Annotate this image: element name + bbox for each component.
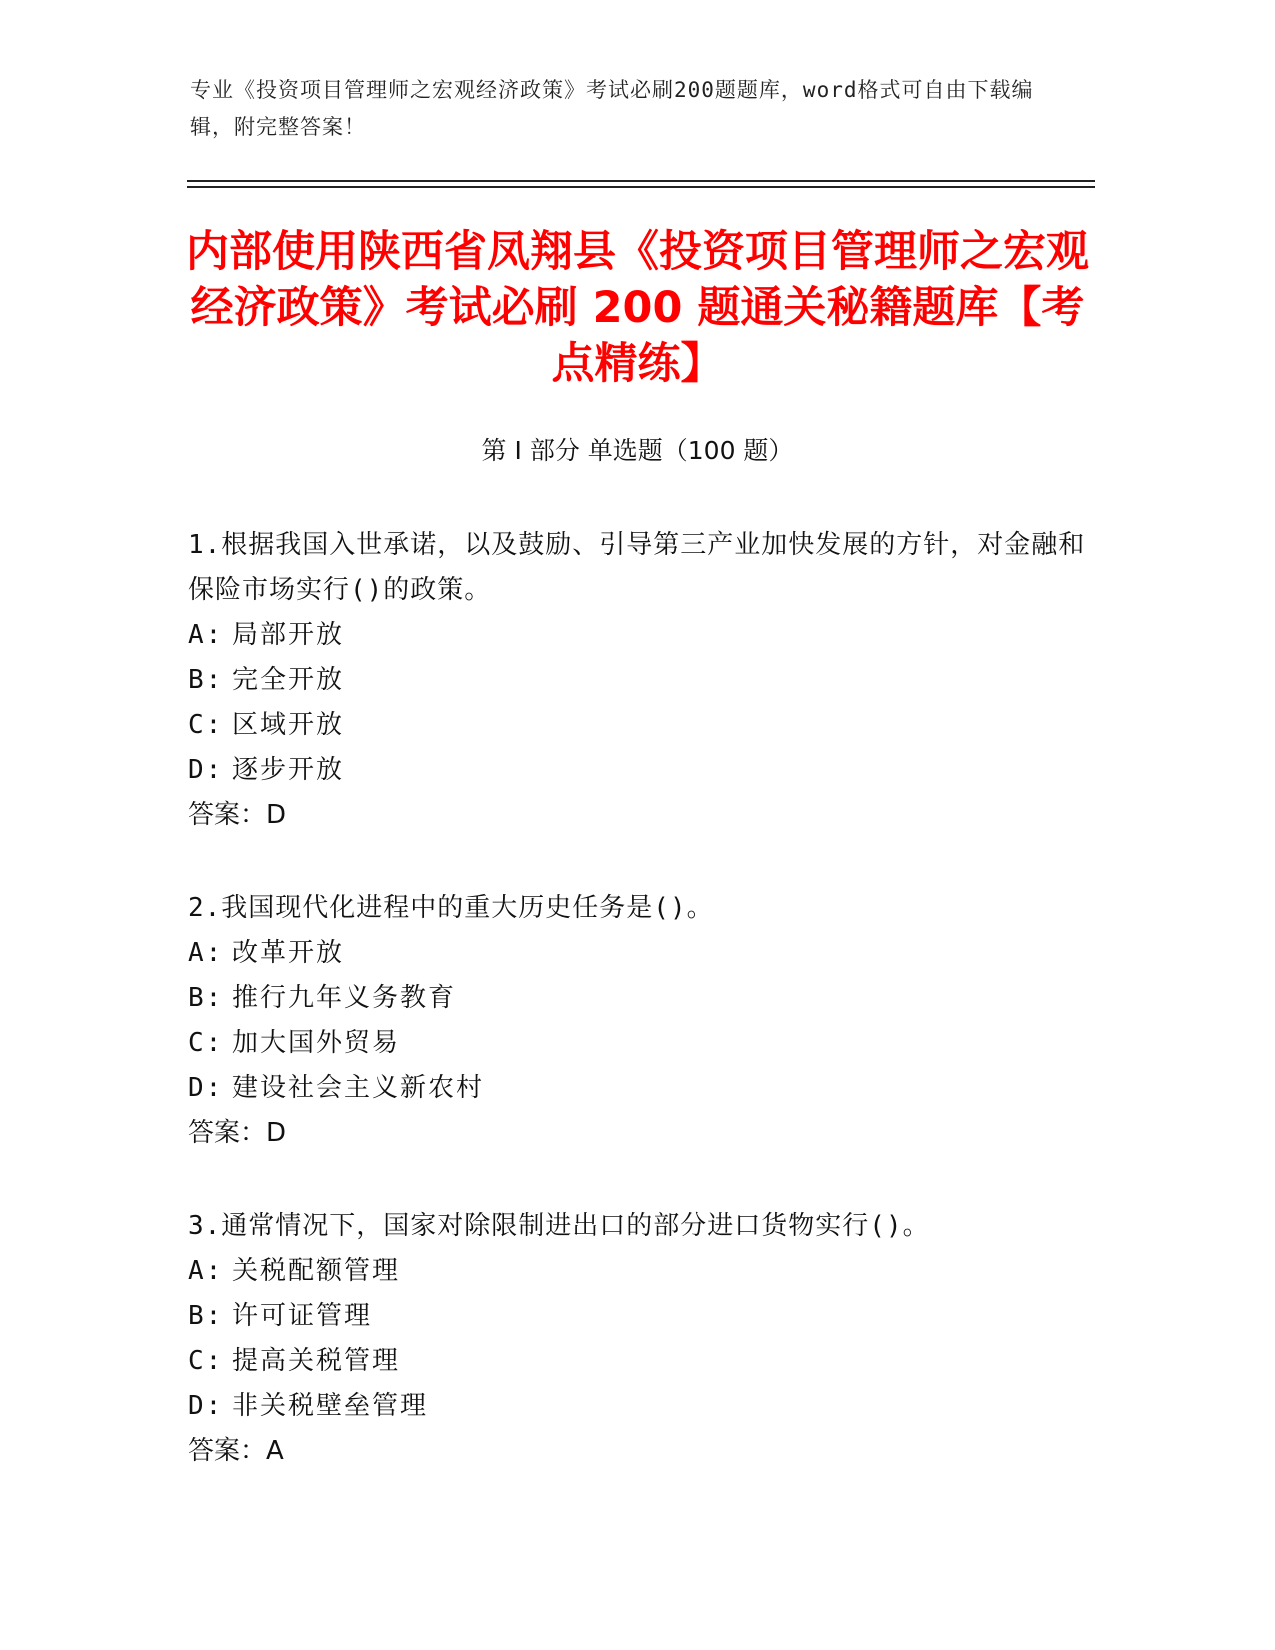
answer-value: D <box>266 800 287 830</box>
option-d <box>188 1066 1088 1111</box>
question-text: 3.通常情况下，国家对除限制进出口的部分进口货物实行()。 <box>188 1211 930 1241</box>
question-text: 2.我国现代化进程中的重大历史任务是()。 <box>188 893 714 923</box>
option-a <box>188 931 1088 976</box>
option-key: B: <box>188 983 224 1013</box>
option-key: B: <box>188 1301 224 1331</box>
answer-line <box>188 1429 1088 1474</box>
option-key: D: <box>188 1073 224 1103</box>
option-d <box>188 1384 1088 1429</box>
option-key: D: <box>188 755 224 785</box>
option-text: 区域开放 <box>232 710 345 740</box>
option-text: 逐步开放 <box>232 755 345 785</box>
option-a <box>188 1249 1088 1294</box>
option-c <box>188 1021 1088 1066</box>
option-c <box>188 1339 1088 1384</box>
header-rule-top <box>187 180 1095 182</box>
option-c <box>188 703 1088 748</box>
option-text: 加大国外贸易 <box>232 1028 401 1058</box>
option-key: C: <box>188 1346 224 1376</box>
option-key: A: <box>188 938 224 968</box>
option-text: 建设社会主义新农村 <box>232 1073 485 1103</box>
option-text: 局部开放 <box>232 620 345 650</box>
option-b <box>188 1294 1088 1339</box>
option-a <box>188 613 1088 658</box>
option-text: 推行九年义务教育 <box>232 983 457 1013</box>
option-key: C: <box>188 710 224 740</box>
option-text: 关税配额管理 <box>232 1256 401 1286</box>
question-text: 1.根据我国入世承诺，以及鼓励、引导第三产业加快发展的方针，对金融和保险市场实行()的政策。 <box>188 530 1086 605</box>
answer-label: 答案： <box>188 800 267 830</box>
option-text: 非关税壁垒管理 <box>232 1391 429 1421</box>
option-key: D: <box>188 1391 224 1421</box>
option-b <box>188 976 1088 1021</box>
option-text: 许可证管理 <box>232 1301 373 1331</box>
option-text: 改革开放 <box>232 938 345 968</box>
option-text: 完全开放 <box>232 665 345 695</box>
option-d <box>188 748 1088 793</box>
question-2 <box>188 886 1088 1156</box>
answer-line <box>188 1111 1088 1156</box>
answer-value: D <box>266 1118 287 1148</box>
question-3 <box>188 1204 1088 1474</box>
question-list <box>188 523 1088 1522</box>
answer-label: 答案： <box>188 1436 267 1466</box>
header-rule-bottom <box>187 186 1095 188</box>
answer-label: 答案： <box>188 1118 267 1148</box>
option-key: B: <box>188 665 224 695</box>
answer-line <box>188 793 1088 838</box>
section-title: 第 I 部分 单选题（100 题） <box>481 436 794 465</box>
option-key: A: <box>188 620 224 650</box>
document-title: 内部使用陕西省凤翔县《投资项目管理师之宏观经济政策》考试必刷 200 题通关秘籍题库【考点精练】 <box>186 227 1089 389</box>
question-1 <box>188 523 1088 838</box>
option-b <box>188 658 1088 703</box>
option-text: 提高关税管理 <box>232 1346 401 1376</box>
answer-value: A <box>266 1436 284 1466</box>
option-key: C: <box>188 1028 224 1058</box>
header-note: 专业《投资项目管理师之宏观经济政策》考试必刷200题题库，word格式可自由下载编辑，附完整答案！ <box>190 78 1034 139</box>
option-key: A: <box>188 1256 224 1286</box>
